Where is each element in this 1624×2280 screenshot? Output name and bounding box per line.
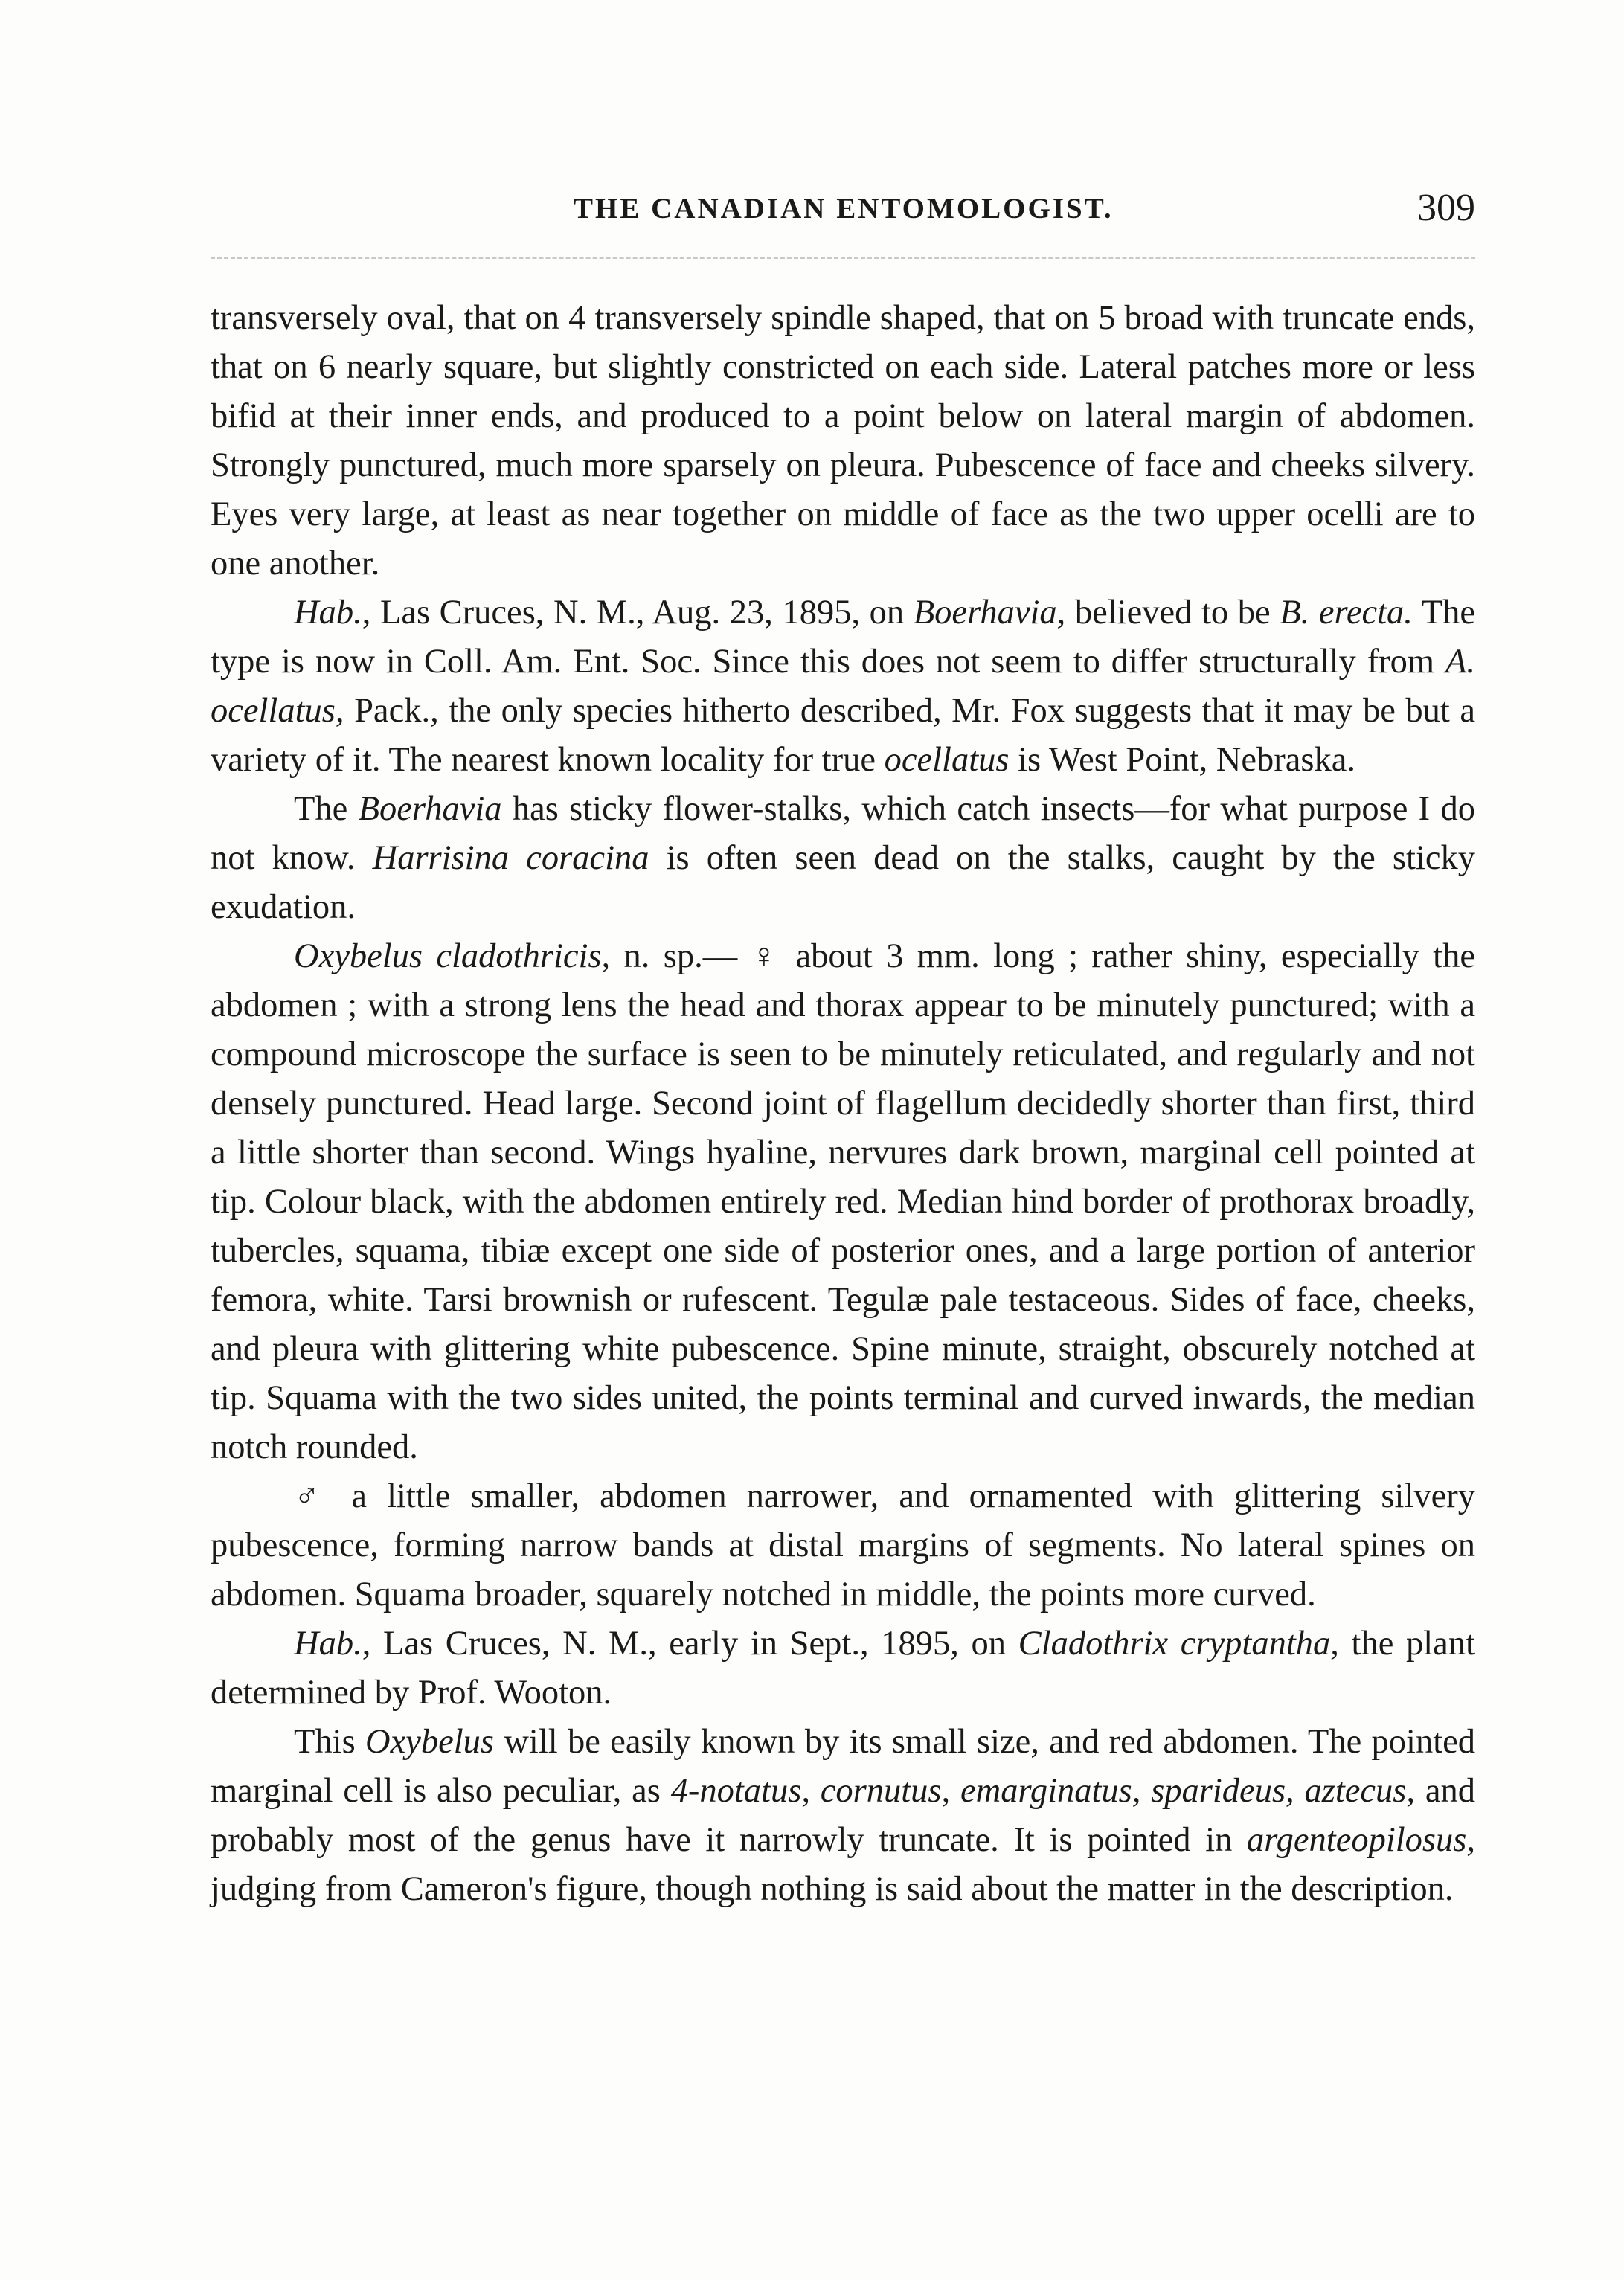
italic-run: B. erecta.: [1280, 594, 1413, 632]
page-header: [211, 186, 1475, 238]
paragraph-continuation: [211, 294, 1475, 588]
italic-run: Oxybelus cladothricis,: [294, 937, 611, 975]
paragraph-remarks: [211, 1718, 1475, 1914]
paragraph-oxybelus-description: [211, 932, 1475, 1472]
text-run: judging from Cameron's figure, though nothing is said about the matter in the description.: [211, 1870, 1454, 1908]
text-run: Pack., the only species hitherto described, Mr. Fox suggests that it may be but a variety of it. The nearest known locality for true: [211, 692, 1475, 779]
italic-run: Boerhavia: [358, 790, 502, 828]
text-run: The type is now in Coll. Am. Ent. Soc. Since this does not seem to differ structurally from: [211, 594, 1475, 681]
paragraph-habitat-boerhavia: [211, 588, 1475, 785]
running-title: THE CANADIAN ENTOMOLOGIST.: [574, 193, 1114, 225]
italic-run: A. ocellatus,: [211, 643, 1475, 730]
page-number: 309: [1417, 187, 1475, 229]
text-run: n. sp.— ♀ about 3 mm. long ; rather shiny, especially the abdomen ; with a strong lens the head and thorax appear to be minutely punctured; with a compound microscope the surface is seen to be minutely reticulated, and regularly and not densely punctured. Head large. Second joint of flagellum decidedly shorter than first, third a little shorter than second. Wings hyaline, nervures dark brown, marginal cell pointed at tip. Colour black, with the abdomen entirely red. Median hind border of prothorax broadly, tubercles, squama, tibiæ except one side of posterior ones, and a large portion of anterior femora, white. Tarsi brownish or rufescent. Tegulæ pale testaceous. Sides of face, cheeks, and pleura with glittering white pubescence. Spine minute, straight, obscurely notched at tip. Squama with the two sides united, the points terminal and curved inwards, the median notch rounded.: [211, 937, 1475, 1466]
text-run: will be easily known by its small size, and red abdomen. The pointed marginal cell is also peculiar, as: [211, 1723, 1476, 1810]
italic-run: 4-notatus, cornutus, emarginatus, sparideus, aztecus,: [670, 1772, 1416, 1810]
italic-run: Boerhavia,: [913, 594, 1066, 632]
text-run: has sticky flower-stalks, which catch insects—for what purpose I do not know.: [211, 790, 1475, 877]
paragraph-boerhavia-note: [211, 785, 1475, 932]
text-run: is often seen dead on the stalks, caught by the sticky exudation.: [211, 839, 1475, 926]
italic-run: Hab.: [294, 1625, 362, 1663]
italic-run: Cladothrix cryptantha,: [1018, 1625, 1339, 1663]
paragraph-male-description: [211, 1472, 1475, 1619]
text-run: the plant determined by Prof. Wooton.: [211, 1625, 1475, 1712]
italic-run: argenteopilosus,: [1247, 1821, 1475, 1859]
italic-run: Oxybelus: [365, 1723, 495, 1761]
text-run: This: [294, 1723, 365, 1761]
text-run: is West Point, Nebraska.: [1009, 741, 1356, 779]
text-run: transversely oval, that on 4 transversely spindle shaped, that on 5 broad with truncate ends, that on 6 nearly square, but slightly constricted on each side. Lateral patches more or less bifid at their inner ends, and produced to a point below on lateral margin of abdomen. Strongly punctured, much more sparsely on pleura. Pubescence of face and cheeks silvery. Eyes very large, at least as near together on middle of face as the two upper ocelli are to one another.: [211, 299, 1475, 582]
text-run: , Las Cruces, N. M., early in Sept., 1895, on: [362, 1625, 1018, 1663]
text-run: The: [294, 790, 359, 828]
header-rule: [211, 257, 1475, 259]
paragraph-habitat-cladothrix: [211, 1619, 1475, 1718]
body-text: [211, 294, 1475, 1914]
text-run: ♂ a little smaller, abdomen narrower, and ornamented with glittering silvery pubescence, forming narrow bands at distal margins of segments. No lateral spines on abdomen. Squama broader, squarely notched in middle, the points more curved.: [211, 1477, 1475, 1613]
italic-run: ocellatus: [884, 741, 1010, 779]
italic-run: Hab.: [294, 594, 362, 632]
text-run: believed to be: [1065, 594, 1280, 632]
text-run: , Las Cruces, N. M., Aug. 23, 1895, on: [362, 594, 914, 632]
italic-run: Harrisina coracina: [372, 839, 649, 877]
text-run: and probably most of the genus have it narrowly truncate. It is pointed in: [211, 1772, 1475, 1859]
